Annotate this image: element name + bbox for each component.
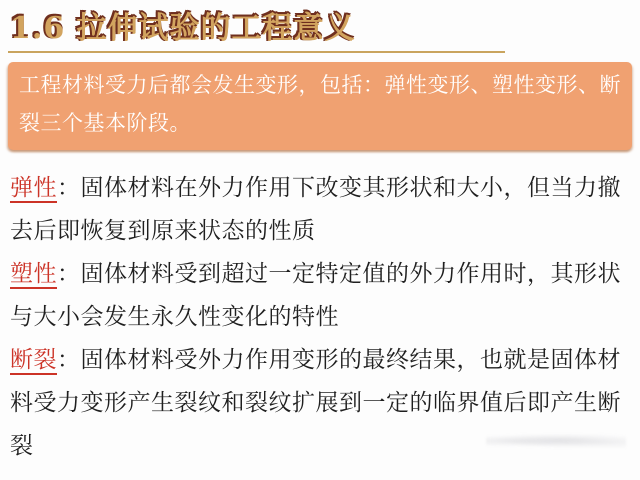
definition-plasticity	[8, 252, 632, 338]
title-underline-rule	[8, 51, 505, 53]
definition-text-elasticity: ：固体材料在外力作用下改变其形状和大小，但当力撤去后即恢复到原来状态的性质	[10, 174, 621, 243]
definition-text-fracture: ：固体材料受外力作用变形的最终结果，也就是固体材料受力变形产生裂纹和裂纹扩展到一定的临界值后即产生断裂	[10, 346, 621, 458]
slide-title: 1.6 拉伸试验的工程意义	[10, 11, 356, 46]
definition-text-plasticity: ：固体材料受到超过一定特定值的外力作用时，其形状与大小会发生永久性变化的特性	[10, 260, 621, 329]
definition-elasticity	[8, 166, 632, 252]
definition-term-plasticity: 塑性	[10, 260, 57, 289]
definition-term-fracture: 断裂	[10, 346, 57, 375]
definitions-section	[8, 166, 632, 467]
summary-text: 工程材料受力后都会发生变形，包括：弹性变形、塑性变形、断裂三个基本阶段。	[19, 74, 621, 135]
summary-highlight-box	[8, 62, 632, 150]
definition-term-elasticity: 弹性	[10, 174, 57, 203]
definition-fracture	[8, 338, 632, 467]
